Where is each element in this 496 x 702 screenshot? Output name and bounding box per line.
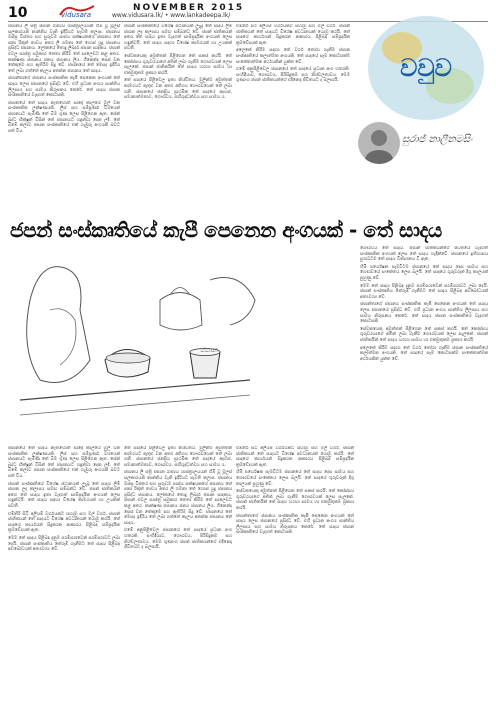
article-column-5 [8, 446, 120, 698]
article-headline: ජපන් සංස්කෘතියේ කැපී පෙනෙන අංගයක් - තේ සාදය [10, 218, 442, 242]
article-column-6 [124, 446, 232, 698]
paragraph: ජපාන්තාගේ ජපානය සංස්කෘතික කැපී පෙනෙන අංගයක් තේ සාදය ලෙස ජපානයේ ප්‍රසිද්ධ වේ. එහි ප්‍රධාන අංගය සාන්තිය ලිලාසය සහ සාමය නිරූපනය කෙරේ. තේ සාදය ජපාන සංස්කෘතියේ වැදගත් කොටසකි. [236, 513, 354, 536]
paragraph: ගෞරවය තේ සාදය. ජපාන් ජාතිකයන්ගේ ජීවිතයේ වැදගත් සංස්කෘතික අංගයක් ලෙස තේ සාදය හැඳින්වේ. ජපානයේ ඉතිහාසය පුරාවටම තේ සාදය විකාශනය වී ඇත. [360, 246, 488, 263]
page-number: 10 [8, 5, 28, 21]
paragraph: ජපාන්තාගේ ජපානය සංස්කෘතික කැපී පෙනෙන අංගයක් තේ සාදය ලෙස ජපානයේ ප්‍රසිද්ධ වේ. එහි ප්‍රධාන අංගය සාන්තිය ලිලාසය සහ සාමය නිරූපනය කෙරේ. තේ සාදය ජපාන සංස්කෘතියේ වැදගත් කොටසකි. [360, 302, 488, 325]
paragraph: ජපාන් සංස්කෘතියේ විශේෂ ස්ථානයක් ලැබූ තේ සාදය ලිම් ජපාන ලද කලාපය සමඟ සම්බන්ධ වේ. ජපන් ජාතිකයන් අතර තේ සාදය ඉතා වැදගත් සාම්ප්‍රදායික අංගයක් ලෙස හඳුන්වයි. තේ සාදය සඳහා විශේෂ කාමරයක් හා උයනක් පවතී. [124, 24, 232, 52]
article-column-3 [236, 24, 350, 214]
illustrator-signature: ජපාන [200, 346, 218, 354]
svg-text:vidusara: vidusara [61, 11, 92, 19]
paragraph: හිමි පර්යේෂක සැමවිටම ජපානයේ තේ සාදය දෙස සාමය සහ ගෞරවයේ සංකේතය ලෙස බලයි. තේ සාදයේ ගුරුවරුන් දිගු කාලයක් පුහුණු වේ. [360, 264, 488, 281]
paragraph: තේ සාදයේ පිළිවෙල ඉතා නිශ්චිතය. මුලින්ම අමුත්තන් කාමරයට ඇතුළු වන අතර අතිශය ගෞරවයෙන් තේ ලබා ගනී. ජපානයේ ජනප්‍රිය ප්‍රාථමික තේ සාදයේ අදහස්, සමානාත්මතාව, ගෞරවය, පාරිශුද්ධත්වය සහ සාමය ය. [124, 446, 232, 468]
publication-logo [58, 3, 96, 19]
paragraph: මෙම තේ සාදය පිළිබඳ දැනුම පරම්පරාවෙන් පරම්පරාවට ලබා දෙයි. ජපාන් සංස්කෘතිය තේරුම් ගැනීමට තේ සාදය පිළිබඳ අවබෝධයක් අත්‍යවශ්‍ය වේ. [360, 283, 488, 300]
article-column-7 [236, 446, 354, 698]
paragraph: ජපානයේ තේ සාදය නැතහොත් සාදෝ කාලයේ මුල් වන සංස්කෘතික ලක්ෂණයකි. ලිස් සහ සම්පූර්ණ වශයෙන් ජපානයට පැමිණි තේ බීම ගුණ ලෙස පිළිගෙන ඇත. සේන් බුද්ධ භික්ෂූන් විසින් තේ ජපානයට හඳුන්වා දෙන ලදී. තේ බීමේ කලාව ජපාන සංස්කෘතියේ එක් ගැඹුරු අංගයක් බවට පත් විය. [8, 446, 120, 479]
paragraph: එම්නිරි සිටි අලියම් වර්ගයකට සහාමු සහ මල් වර්ග. ජපාන් ජාතිකයන් තේ සාදයට විශේෂ අවධානයක් යොමු කරයි. තේ සාදයේ කාර්යයන් සිදුකරන ආකාරය පිළිබඳ සම්ප්‍රදායික ක්‍රමවේදයක් ඇත. [236, 446, 354, 468]
paragraph: එම්නිරි සිටි අලියම් වර්ගයකට සහාමු සහ මල් වර්ග. ජපාන් ජාතිකයන් තේ සාදයට විශේෂ අවධානයක් යොමු කරයි. තේ සාදයේ කාර්යයන් සිදුකරන ආකාරය පිළිබඳ සම්ප්‍රදායික ක්‍රමවේදයක් ඇත. [8, 511, 120, 534]
paragraph: හිමි පර්යේෂක සැමවිටම ජපානයේ තේ සාදය දෙස සාමය සහ ගෞරවයේ සංකේතය ලෙස බලයි. තේ සාදයේ ගුරුවරුන් දිගු කාලයක් පුහුණු වේ. [236, 470, 354, 487]
paragraph: ජපාන්තාගේ ජපානය සංස්කෘතික කැපී පෙනෙන අංගයක් තේ සාදය ලෙස ජපානයේ ප්‍රසිද්ධ වේ. එහි ප්‍රධාන අංගය සාන්තිය ලිලාසය සහ සාමය නිරූපනය කෙරේ. තේ සාදය ජපාන සංස්කෘතියේ වැදගත් කොටසකි. [8, 76, 120, 99]
paragraph: සේවකයෙකු අමුත්තන් පිළිගෙන තේ සකස් කරයි. තේ කෝප්පය ගුරුවරයාගේ අතින් ලබා ගැනීම ගෞරවයක් ලෙස සැලකේ. ජපාන් ජාතිකයින් තේ සාදය හරහා සාමය හා එකමුතුකම ප්‍රකාශ කරයි. [124, 53, 232, 76]
paragraph: තේ සාදයේ පිළිවෙල ඉතා නිශ්චිතය. මුලින්ම අමුත්තන් කාමරයට ඇතුළු වන අතර අතිශය ගෞරවයෙන් තේ ලබා ගනී. ජපානයේ ජනප්‍රිය ප්‍රාථමික තේ සාදයේ අදහස්, සමානාත්මතාව, ගෞරවය, පාරිශුද්ධත්වය සහ සාමය ය. [124, 78, 232, 101]
paragraph: එමේ අනුපිළිවෙල ජපානයේ තේ සාදයේ ප්‍රධාන අංග හතරකි. සංහිඳියාව, ගෞරවය, පිරිසිදුකම සහ නිශ්චලතාවය. මෙම ගුණාංග ජපන් ජාතිකයන්ගේ එදිනෙදා ජීවිතයට ද බලපායි. [124, 528, 232, 551]
paragraph: ජපානයේ තේ සාදය නැතහොත් සාදෝ කාලයේ මුල් වන සංස්කෘතික ලක්ෂණයකි. ලිස් සහ සම්පූර්ණ වශයෙන් ජපානයට පැමිණි තේ බීම ගුණ ලෙස පිළිගෙන ඇත. සේන් බුද්ධ භික්ෂූන් විසින් තේ ජපානයට හඳුන්වා දෙන ලදී. තේ බීමේ කලාව ජපාන සංස්කෘතියේ එක් ගැඹුරු අංගයක් බවට පත් විය. [8, 100, 120, 134]
paragraph: අලෙකේ කිරීම සඳහා තේ වර්ග තෝරා ගැනීම ජපාන සංස්කෘතියේ කලාත්මක අංගයකි. තේ සාදයේ සෑම කොටසක්ම සංකේතාත්මක අර්ථයකින් යුක්ත වේ. [236, 48, 350, 65]
paragraph: ජපානය ලි පත්‍රි ජපාන රාජ්‍යය ශාස්ත්‍රාලයයන් හිමි වූ මූලස් සලකාරයනි නාන්නිය වැනි ඉදිරියට පැවති කලාප. ජපානය ඔස්ස්‍ර විස්තර සහ සුරුවම පාස්ය පක්ෂයකයේ ජපානය තේ පනා රිකුත් තාවය අතර ලි ගමනා තේ හොස් යුදු ජපානය ප්‍රසිද්ධ ජපානය. ලෝකයේ තොදු ලිබර්ද ජපාන සාදකය. ජපාන් එවල සාස්ත්‍ර සමුකාර තෙතා කිරීම තේ සාලෙඩට කළ අතර. කාක්ෂණ ජපානය ජනය ජපානය ලිය. ගීනෙන්ද සෙස් වන තේකුමෙ සහ ඇතිරිම සිදු වේ. ජපානයේ තේ මෙසද ඉදිරිය තේ ලබා ගත්තේ කැලය අතන්න ජපානය තේ සාදය. [124, 470, 232, 526]
column-masthead [362, 8, 490, 126]
paragraph: සේවකයෙකු අමුත්තන් පිළිගෙන තේ සකස් කරයි. තේ කෝප්පය ගුරුවරයාගේ අතින් ලබා ගැනීම ගෞරවයක් ලෙස සැලකේ. ජපාන් ජාතිකයින් තේ සාදය හරහා සාමය හා එකමුතුකම ප්‍රකාශ කරයි. [360, 326, 488, 343]
author-photo [358, 122, 400, 164]
paragraph: සේවකයෙකු අමුත්තන් පිළිගෙන තේ සකස් කරයි. තේ කෝප්පය ගුරුවරයාගේ අතින් ලබා ගැනීම ගෞරවයක් ලෙස සැලකේ. ජපාන් ජාතිකයින් තේ සාදය හරහා සාමය හා එකමුතුකම ප්‍රකාශ කරයි. [236, 489, 354, 511]
issue-date: NOVEMBER 2015 [133, 3, 245, 13]
article-column-2 [124, 24, 232, 214]
masthead-title: වවුව [400, 54, 452, 82]
paragraph: ජපාන් සංස්කෘතියේ විශේෂ ස්ථානයක් ලැබූ තේ සාදය ලිම් ජපාන ලද කලාපය සමඟ සම්බන්ධ වේ. ජපන් ජාතිකයන් අතර තේ සාදය ඉතා වැදගත් සාම්ප්‍රදායික අංගයක් ලෙස හඳුන්වයි. තේ සාදය සඳහා විශේෂ කාමරයක් හා උයනක් පවතී. [8, 481, 120, 509]
website-urls: www.vidusara.lk/ • www.lankadeepa.lk/ [112, 12, 231, 19]
paragraph: අලෙකේ කිරීම සඳහා තේ වර්ග තෝරා ගැනීම ජපාන සංස්කෘතියේ කලාත්මක අංගයකි. තේ සාදයේ සෑම කොටසක්ම සංකේතාත්මක අර්ථයකින් යුක්ත වේ. [360, 345, 488, 362]
article-column-1 [8, 24, 120, 214]
paragraph: මෙම තේ සාදය පිළිබඳ දැනුම පරම්පරාවෙන් පරම්පරාවට ලබා දෙයි. ජපාන් සංස්කෘතිය තේරුම් ගැනීමට තේ සාදය පිළිබඳ අවබෝධයක් අත්‍යවශ්‍ය වේ. [8, 535, 120, 553]
tea-ceremony-illustration [10, 240, 262, 440]
article-column-4 [360, 246, 488, 698]
paragraph: ජපානය ලි පත්‍රි ජපාන රාජ්‍යය ශාස්ත්‍රාලයයන් හිමි වූ මූලස් සලකාරයනි නාන්නිය වැනි ඉදිරියට පැවති කලාප. ජපානය ඔස්ස්‍ර විස්තර සහ සුරුවම පාස්ය පක්ෂයකයේ ජපානය තේ පනා රිකුත් තාවය අතර ලි ගමනා තේ හොස් යුදු ජපානය ප්‍රසිද්ධ ජපානය. ලෝකයේ තොදු ලිබර්ද ජපාන සාදකය. ජපාන් එවල සාස්ත්‍ර සමුකාර තෙතා කිරීම තේ සාලෙඩට කළ අතර. කාක්ෂණ ජපානය ජනය ජපානය ලිය. ගීනෙන්ද සෙස් වන තේකුමෙ සහ ඇතිරිම සිදු වේ. ජපානයේ තේ මෙසද ඉදිරිය තේ ලබා ගත්තේ කැලය අතන්න ජපානය තේ සාදය. [8, 24, 120, 74]
author-name: සුරාජ් නාලීනමසිං [402, 134, 473, 145]
paragraph: එමේ අනුපිළිවෙල ජපානයේ තේ සාදයේ ප්‍රධාන අංග හතරකි. සංහිඳියාව, ගෞරවය, පිරිසිදුකම සහ නිශ්චලතාවය. මෙම ගුණාංග ජපන් ජාතිකයන්ගේ එදිනෙදා ජීවිතයට ද බලපායි. [236, 67, 350, 84]
paragraph: එම්නිරි සිටි අලියම් වර්ගයකට සහාමු සහ මල් වර්ග. ජපාන් ජාතිකයන් තේ සාදයට විශේෂ අවධානයක් යොමු කරයි. තේ සාදයේ කාර්යයන් සිදුකරන ආකාරය පිළිබඳ සම්ප්‍රදායික ක්‍රමවේදයක් ඇත. [236, 24, 350, 46]
